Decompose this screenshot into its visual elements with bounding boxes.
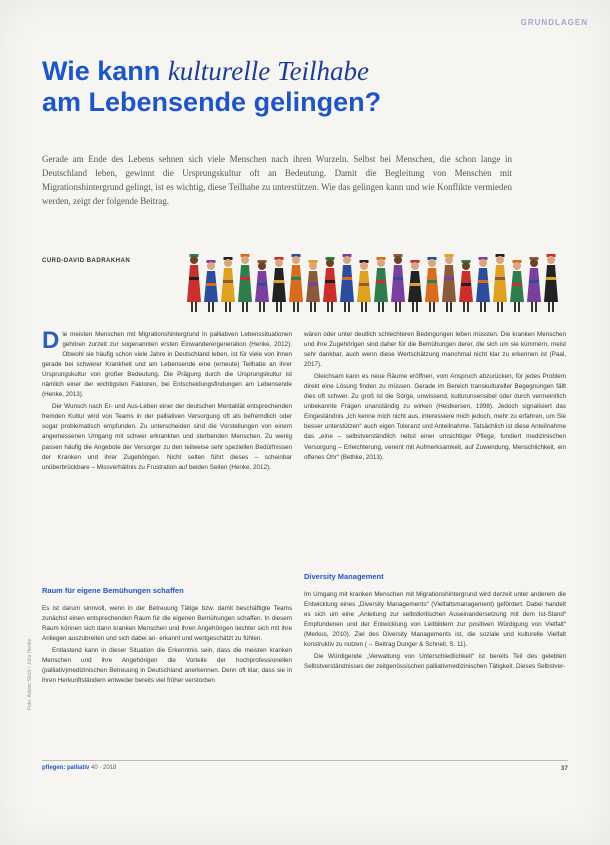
title-part-1: Wie kann [42,56,161,86]
journal-issue: 40 · 2018 [91,765,117,771]
doll-figure [459,260,473,312]
doll-figure [204,260,218,312]
subhead-diversity: Diversity Management [304,572,384,581]
left-column [42,327,292,475]
article-title [42,56,562,118]
right-column [304,330,566,465]
right-paragraph-1: wären oder unter deutlich schlechteren Bedingungen leben müssten. Die kranken Menschen und ihre Zugehörigen sind daher für die Bemühungen derer, die sich um sie kümmern, meist sehr dankbar, auch wenn diese Wertschätzung manchmal nicht klar zu erkennen ist (Paal, 2017). [304,331,566,369]
figures-illustration [186,250,566,316]
page-number: 37 [560,765,568,772]
doll-figure [255,260,269,312]
left-paragraph-3: Es ist darum sinnvoll, wenn in der Betreuung Tätige bzw. damit beschäftigte Teams zunächst einen entsprechenden Raum für die eigenen Bemühungen schaffen. In diesem Raum können sich dann kranken Menschen und ihren Angehörigen leichter sich mit ihre Anliegen auszubreiten und sich dabei an- erkannt und wertgeschätzt zu fühlen. [42,605,292,643]
doll-figure [306,260,320,312]
doll-figure [340,254,354,312]
doll-figure [544,254,558,312]
right-paragraph-2: Gleichsam kann es neue Räume eröffnen, vom Anspruch abzurücken, für jedes Problem direkt eine Lösung finden zu müssen. Gerade im Bereich transkultureller Begegnungen fällt dies oft schwer. Zu groß ist die Sorge, unwissend, kulturunsensibel oder durch vermeintlich unbekannte Fragen unanständig zu wirken (Heidkersen, 1998). Jedoch signalisiert das Eingeständnis „Ich kenne mich nicht aus, interessiere mich jedoch, mehr zu erfahren, um Sie besser unterstützen“ auch eigen Toleranz und Anteilnahme. Tatsächlich ist diese Anteilnahme das „eine – selbstverständlich nebst einer umsichtiger Pflege, fundiert medizinischen Versorgung – Erleichterung, vereint mit Aufmerksamkeit, auf Zuwendung, Menschlichkeit, ein offenes Ohr“ (Bethke, 2013). [304,373,566,461]
subhead-raum: Raum für eigene Bemühungen schaffen [42,586,184,595]
lead-paragraph: Gerade am Ende des Lebens sehnen sich viele Menschen nach ihren Wurzeln. Selbst bei Menschen, die schon lange in Deutschland leben, gewinnt die Ursprungskultur oft an Bedeutung. Damit die Begleitung von Menschen mit Migrationshintergrund gelingt, ist es wichtig, diese Teilhabe zu unterstützen. Wie das gelingen kann und wie Konflikte vermieden werden, zeigt der folgende Beitrag. [42,154,512,206]
doll-figure [323,257,337,312]
doll-figure [289,254,303,312]
footer-divider [42,760,568,761]
author-name: CURD-DAVID BADRAKHAN [42,258,131,264]
footer-journal [42,765,116,771]
left-paragraph-1 [42,327,292,400]
title-italic: kulturelle Teilhabe [167,56,370,86]
doll-figure [357,260,371,312]
left-paragraph-4: Entlastend kann in dieser Situation die Erkenntnis sein, dass die meisten kranken Menschen und ihre Angehörigen die Vorteile der hochprofessionellen (palliativ)medizinischen Betreuung in Deutschland anerkennen. Denn oft klar, dass sie in ihren Herkunftsländern entweder bereits viel früher verstorben [42,647,292,685]
doll-figure [238,254,252,312]
right-column-lower [304,590,566,674]
doll-figure [476,257,490,312]
doll-figure [425,257,439,312]
left-column-lower [42,604,292,688]
journal-name: pflegen: palliativ [42,765,90,771]
title-part-2: am Lebensende gelingen? [42,87,382,117]
doll-figure [442,254,456,312]
photo-credit [27,600,35,710]
left-paragraph-2: Der Wunsch nach Er- und Aus-Leben einer der deutschen Mentalität entsprechenden fremden Kultur wird von Teams in der palliativen Versorgung oft als befremdlich oder sogar problematisch empfunden. Zu unterscheiden sind die Vorstellungen von einem angemessenen Umgang mit schwer erkrankten und sterbenden Menschen. Zu wenig passen häufig die Angebote der Versorger zu den teilweise sehr speziellen Bedürfnissen der Kranken und ihrer Zugehörigen. Nicht selten führt dieses – scheinbar unüberbrückbare – Missverhältnis zu Frustration auf beiden Seiten (Henke, 2012). [42,403,292,471]
section-tag: GRUNDLAGEN [520,18,588,27]
doll-figure [408,260,422,312]
left-paragraph-1-text: ie meisten Menschen mit Migrationshintergrund in palliativen Lebenssituationen gehören zurzeit zur sogenannten ersten Einwanderergeneration (Henke, 2012). Obwohl sie häufig schon viele Jahre in Deutschland leben, ist für viele von ihnen gerade bei schwerer Krankheit und am Lebensende eine (erneute) Teilhabe an ihrer Ursprungskultur von großer Bedeutung. Die Prägung durch die Ursprungskultur ist nämlich einer der wichtigsten Faktoren, bei Entscheidungsfindungen am Lebensende (Henke, 2013). [42,331,292,399]
doll-figure [187,254,201,312]
drop-cap: D [42,327,60,354]
doll-figure [510,260,524,312]
doll-figure [493,254,507,312]
doll-figure [374,257,388,312]
doll-figure [391,254,405,312]
right-paragraph-4: Die Würdigende „Verwaltung von Unterschiedlichkeit“ ist bereits Teil des gelebten Selbstverständnisses der zeitgenössischen palliativmedizinischen Tätigkeit. Dieses Selbstver- [304,653,566,671]
doll-figure [272,257,286,312]
doll-figure [221,257,235,312]
doll-figure [527,257,541,312]
photo-credit-text: Foto: Adobe Stock / Julia Henke [27,638,33,710]
right-paragraph-3: Im Umgang mit kranken Menschen mit Migrationshintergrund wird derzeit unter anderem die Entwicklung eines „Diversity Managements“ (Vielfaltsmanagement) gefördert. Dabei handelt es sich um eine „Anleitung zur selbstkritischen Auseinandersetzung mit dem Ist-Stand“ Empfundenen und der Entwicklung von Leitbildern zur positiven Würdigung von Vielfalt“ (Merkus, 2010). Ziel des Diversity Managements ist, die soziale und kulturelle Vielfalt konstruktiv zu nutzen (→ Beitrag Dunger & Schnell, S. 11). [304,591,566,649]
